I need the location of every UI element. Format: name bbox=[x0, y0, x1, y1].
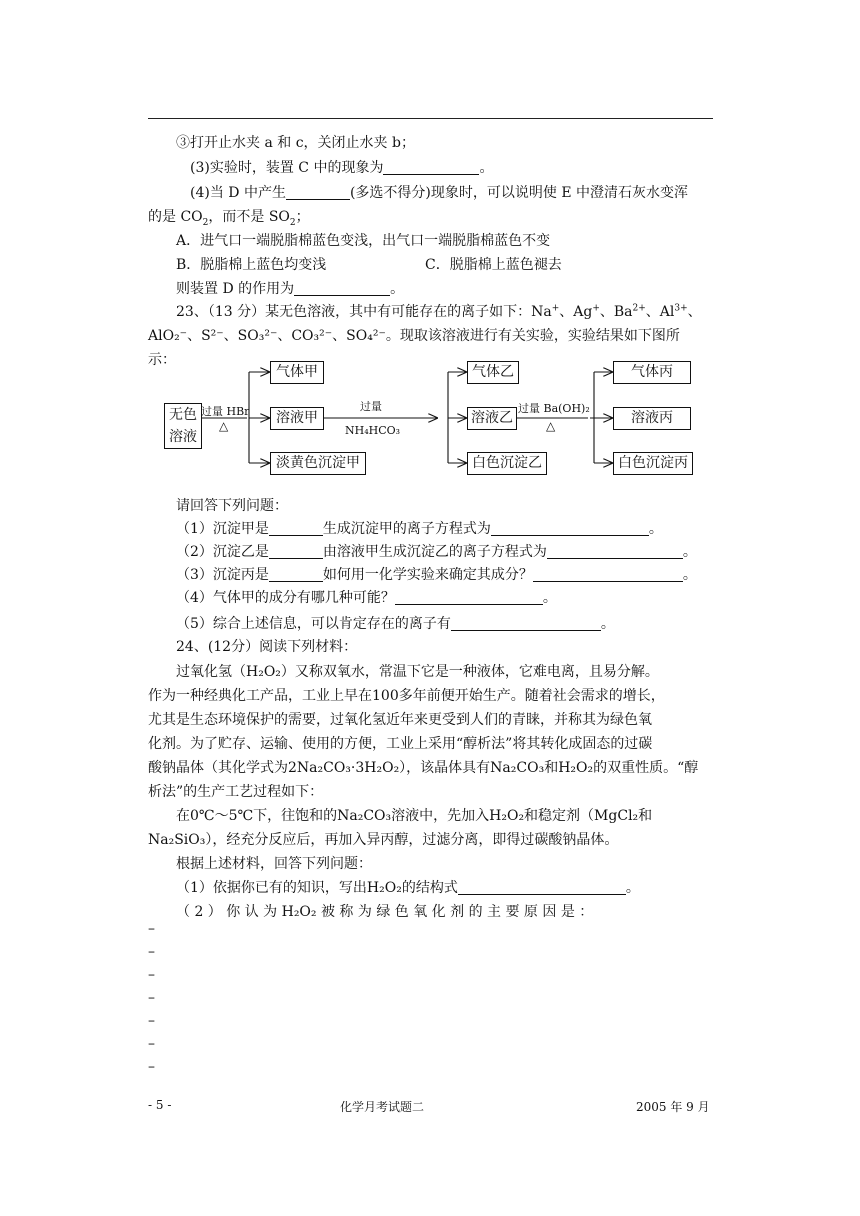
q23-part1: （1）沉淀甲是 生成沉淀甲的离子方程式为 。 bbox=[176, 521, 663, 537]
q23-ions-end: 示： bbox=[148, 352, 176, 368]
question-4-continued: 的是 $CO_2$，而不是 $SO_2$； bbox=[148, 209, 310, 228]
q24-part1: （1）依据你已有的知识，写出H₂O₂的结构式 。 bbox=[176, 880, 640, 896]
answer-blank[interactable] bbox=[395, 590, 543, 605]
footer-date: 2005 年 9 月 bbox=[636, 1100, 710, 1114]
answer-line-dash: – bbox=[148, 1059, 155, 1075]
q24-paragraph-1: 过氧化氢（H₂O₂）又称双氧水，常温下它是一种液体，它难电离，且易分解。 bbox=[176, 664, 659, 680]
option-a: A．进气口一端脱脂棉蓝色变浅，出气口一端脱脂棉蓝色不变 bbox=[176, 233, 551, 249]
step-3-text: ③打开止水夹 a 和 c，关闭止水夹 b； bbox=[176, 135, 415, 151]
gas-bing-box: 气体丙 bbox=[613, 361, 691, 384]
q23-part2: （2）沉淀乙是 由溶液甲生成沉淀乙的离子方程式为 。 bbox=[176, 544, 697, 560]
reagent-baoh2: 过量 Ba(OH)₂ bbox=[518, 402, 590, 415]
heat-symbol: △ bbox=[219, 419, 229, 433]
answer-blank[interactable] bbox=[269, 521, 323, 536]
solution-jia-box: 溶液甲 bbox=[270, 407, 324, 430]
answer-blank[interactable] bbox=[547, 544, 683, 559]
q24-instructions: 根据上述材料，回答下列问题： bbox=[176, 856, 372, 872]
question-3: (3)实验时，装置 C 中的现象为 。 bbox=[190, 160, 494, 176]
d-role-question: 则装置 D 的作用为 。 bbox=[176, 281, 405, 297]
q23-part3: （3）沉淀丙是 如何用一化学实验来确定其成分？ 。 bbox=[176, 567, 697, 583]
answer-blank[interactable] bbox=[269, 544, 323, 559]
start-solution-box: 无色 溶液 bbox=[164, 403, 202, 449]
solution-bing-box: 溶液丙 bbox=[613, 407, 691, 430]
precipitate-jia-box: 淡黄色沉淀甲 bbox=[270, 452, 366, 475]
precipitate-yi-box: 白色沉淀乙 bbox=[467, 452, 547, 475]
heat-symbol: △ bbox=[546, 419, 556, 433]
solution-yi-box: 溶液乙 bbox=[467, 407, 517, 430]
answer-line-dash: – bbox=[148, 944, 155, 960]
q23-part5: （5）综合上述信息，可以肯定存在的离子有 。 bbox=[176, 616, 615, 632]
answer-line-dash: – bbox=[148, 1036, 155, 1052]
page-number: - 5 - bbox=[148, 1098, 172, 1112]
q24-part2: （ 2 ） 你 认 为 H₂O₂ 被 称 为 绿 色 氧 化 剂 的 主 要 原 因 是 ： bbox=[176, 904, 594, 920]
answer-blank[interactable] bbox=[533, 567, 683, 582]
q24-paragraph-7: 在0℃～5℃下，往饱和的Na₂CO₃溶液中，先加入H₂O₂和稳定剂（MgCl₂和 bbox=[176, 808, 653, 824]
q24-header: 24、(12分）阅读下列材料： bbox=[176, 639, 358, 655]
footer-title: 化学月考试题二 bbox=[340, 1100, 425, 1114]
reagent-hbr: 过量 HBr bbox=[201, 405, 250, 418]
q24-paragraph-5: 酸钠晶体（其化学式为2Na₂CO₃·3H₂O₂），该晶体具有Na₂CO₃和H₂O₂的双重性质。“醇 bbox=[148, 760, 699, 776]
answer-line-dash: – bbox=[148, 1013, 155, 1029]
answer-blank[interactable] bbox=[491, 521, 649, 536]
answer-blank[interactable] bbox=[458, 880, 626, 895]
q23-header: 23、（13 分）某无色溶液，其中有可能存在的离子如下：Na+、Ag+、$Ba^{2+}$、$Al^{3+}$、 bbox=[176, 303, 702, 320]
option-b: B．脱脂棉上蓝色均变浅 bbox=[176, 257, 327, 273]
answer-blank[interactable] bbox=[451, 616, 601, 631]
reagent-nh4hco3: NH₄HCO₃ bbox=[345, 424, 401, 437]
q24-paragraph-4: 化剂。为了贮存、运输、使用的方便，工业上采用“醇析法”将其转化成固态的过碳 bbox=[148, 736, 653, 752]
q24-paragraph-3: 尤其是生态环境保护的需要，过氧化氢近年来更受到人们的青睐，并称其为绿色氧 bbox=[148, 712, 652, 728]
option-c: C．脱脂棉上蓝色褪去 bbox=[425, 257, 562, 273]
q24-paragraph-2: 作为一种经典化工产品，工业上早在100多年前便开始生产。随着社会需求的增长， bbox=[148, 688, 665, 704]
gas-jia-box: 气体甲 bbox=[270, 361, 324, 384]
answer-line-dash: – bbox=[148, 990, 155, 1006]
q24-paragraph-8: Na₂SiO₃），经充分反应后，再加入异丙醇，过滤分离，即得过碳酸钠晶体。 bbox=[148, 832, 619, 848]
q24-paragraph-6: 析法”的生产工艺过程如下： bbox=[148, 784, 324, 800]
q23-prompt: 请回答下列问题： bbox=[176, 498, 288, 514]
reagent-excess-label: 过量 bbox=[360, 400, 382, 413]
gas-yi-box: 气体乙 bbox=[467, 361, 519, 384]
q23-ions: AlO₂⁻、S²⁻、SO₃²⁻、CO₃²⁻、SO₄²⁻。现取该溶液进行有关实验，实验结果如下图所 bbox=[148, 328, 680, 344]
q23-part4: （4）气体甲的成分有哪几种可能？ 。 bbox=[176, 590, 557, 606]
answer-line-dash: – bbox=[148, 967, 155, 983]
answer-blank[interactable] bbox=[269, 567, 323, 582]
precipitate-bing-box: 白色沉淀丙 bbox=[613, 452, 693, 475]
answer-line-dash: – bbox=[148, 921, 155, 937]
question-4: (4)当 D 中产生 (多选不得分)现象时，可以说明使 E 中澄清石灰水变浑 bbox=[190, 185, 689, 201]
